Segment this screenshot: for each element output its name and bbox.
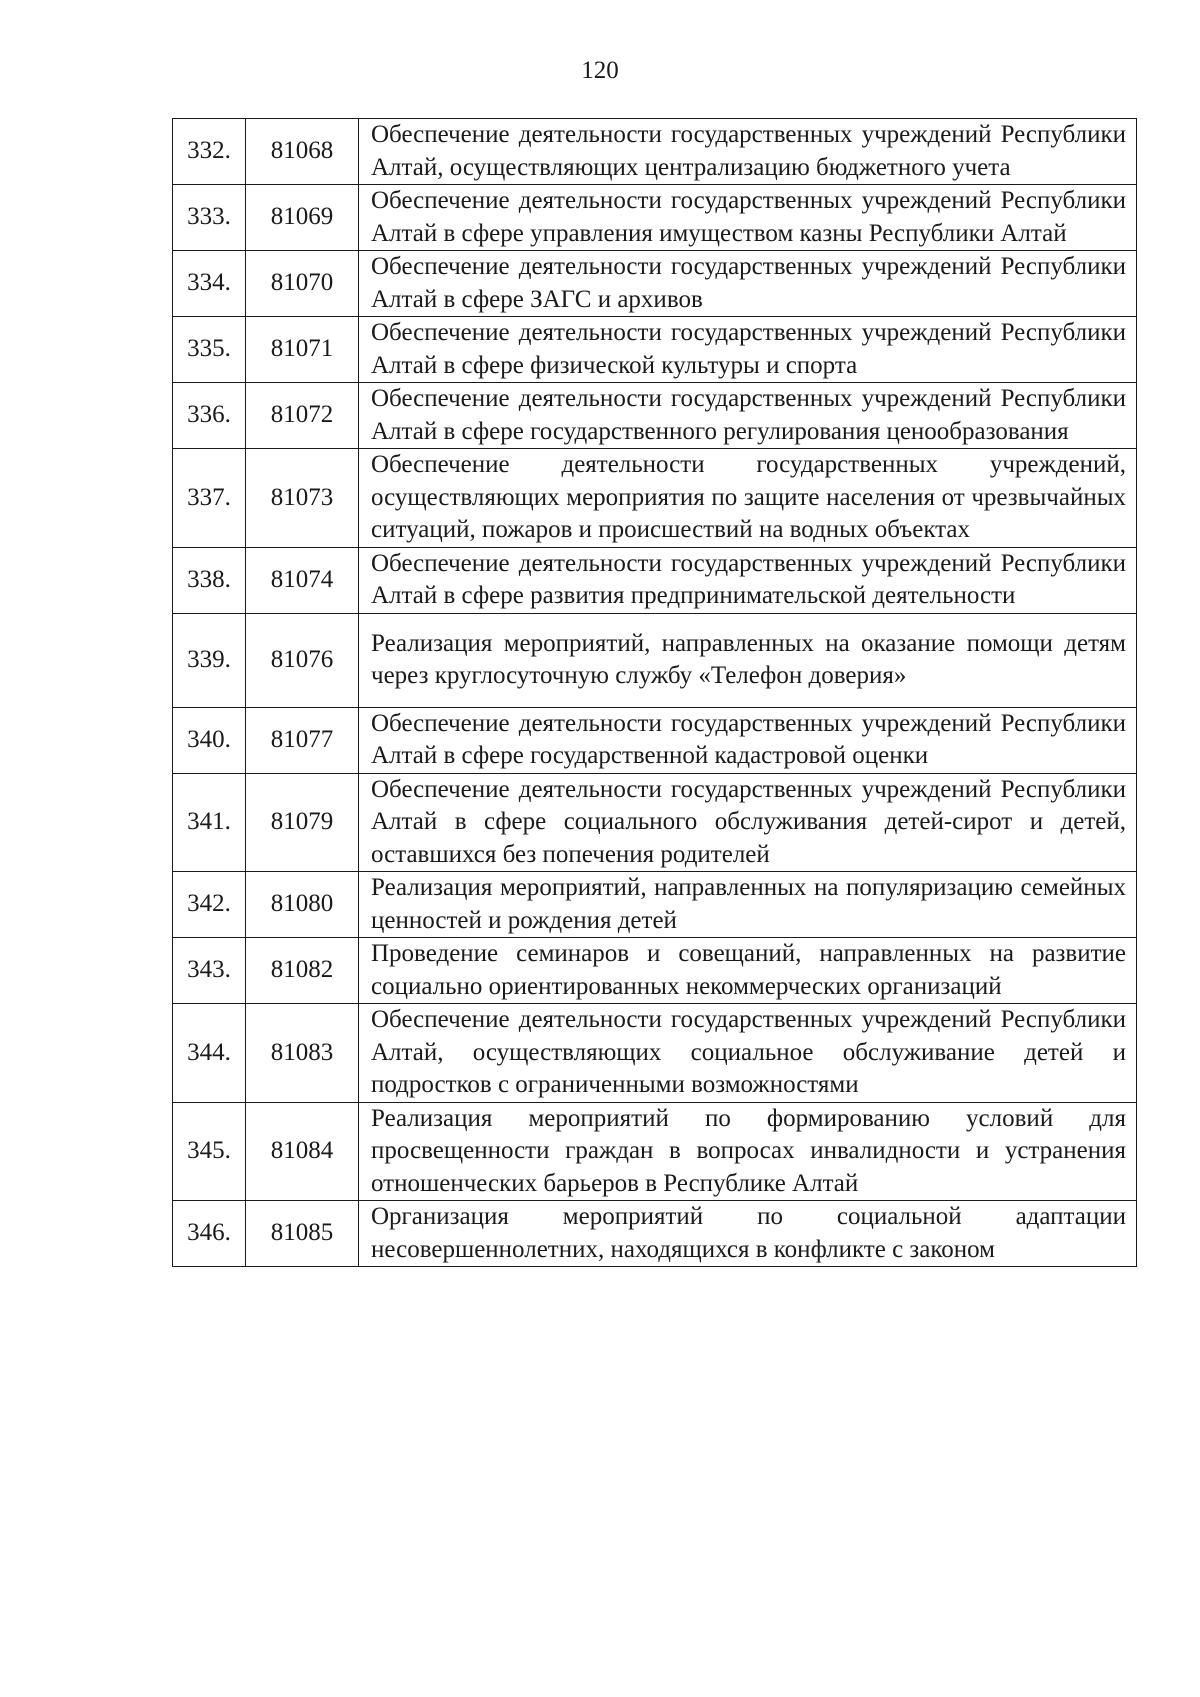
- row-code: 81082: [246, 938, 359, 1004]
- row-number: 336.: [173, 383, 246, 449]
- table-row: [173, 317, 1137, 383]
- table-row: [173, 1004, 1137, 1103]
- table-row: [173, 1201, 1137, 1267]
- row-code: 81076: [246, 613, 359, 707]
- row-description: Реализация мероприятий по формированию условий для просвещенности граждан в вопросах инвалидности и устранения отношенческих барьеров в Республике Алтай: [359, 1102, 1137, 1201]
- row-code: 81071: [246, 317, 359, 383]
- table-row: [173, 547, 1137, 613]
- table-row: [173, 613, 1137, 707]
- row-number: 343.: [173, 938, 246, 1004]
- row-number: 338.: [173, 547, 246, 613]
- row-description: Обеспечение деятельности государственных учреждений, осуществляющих мероприятия по защите населения от чрезвычайных ситуаций, пожаров и происшествий на водных объектах: [359, 449, 1137, 548]
- expenditure-codes-table: [172, 118, 1137, 1267]
- table-row: [173, 251, 1137, 317]
- row-code: 81072: [246, 383, 359, 449]
- row-code: 81079: [246, 773, 359, 872]
- row-number: 345.: [173, 1102, 246, 1201]
- row-code: 81073: [246, 449, 359, 548]
- row-description: Обеспечение деятельности государственных учреждений Республики Алтай в сфере ЗАГС и архивов: [359, 251, 1137, 317]
- row-description: Реализация мероприятий, направленных на популяризацию семейных ценностей и рождения детей: [359, 872, 1137, 938]
- table-row: [173, 383, 1137, 449]
- row-description: Проведение семинаров и совещаний, направленных на развитие социально ориентированных некоммерческих организаций: [359, 938, 1137, 1004]
- table-row: [173, 707, 1137, 773]
- row-number: 337.: [173, 449, 246, 548]
- row-description: Обеспечение деятельности государственных учреждений Республики Алтай, осуществляющих социальное обслуживание детей и подростков с ограниченными возможностями: [359, 1004, 1137, 1103]
- row-description: Обеспечение деятельности государственных учреждений Республики Алтай, осуществляющих централизацию бюджетного учета: [359, 119, 1137, 185]
- row-number: 339.: [173, 613, 246, 707]
- row-description: Обеспечение деятельности государственных учреждений Республики Алтай в сфере государственной кадастровой оценки: [359, 707, 1137, 773]
- row-description: Обеспечение деятельности государственных учреждений Республики Алтай в сфере физической культуры и спорта: [359, 317, 1137, 383]
- page-number: 120: [581, 57, 619, 84]
- row-description: Обеспечение деятельности государственных учреждений Республики Алтай в сфере управления имуществом казны Республики Алтай: [359, 185, 1137, 251]
- row-number: 334.: [173, 251, 246, 317]
- table-row: [173, 773, 1137, 872]
- table-row: [173, 185, 1137, 251]
- row-description: Реализация мероприятий, направленных на оказание помощи детям через круглосуточную службу «Телефон доверия»: [359, 613, 1137, 707]
- row-number: 344.: [173, 1004, 246, 1103]
- row-description: Обеспечение деятельности государственных учреждений Республики Алтай в сфере государственного регулирования ценообразования: [359, 383, 1137, 449]
- row-code: 81070: [246, 251, 359, 317]
- table-row: [173, 872, 1137, 938]
- row-number: 332.: [173, 119, 246, 185]
- row-code: 81077: [246, 707, 359, 773]
- row-code: 81068: [246, 119, 359, 185]
- row-number: 340.: [173, 707, 246, 773]
- table-row: [173, 449, 1137, 548]
- row-code: 81083: [246, 1004, 359, 1103]
- table-row: [173, 938, 1137, 1004]
- row-number: 341.: [173, 773, 246, 872]
- row-description: Обеспечение деятельности государственных учреждений Республики Алтай в сфере развития предпринимательской деятельности: [359, 547, 1137, 613]
- row-number: 335.: [173, 317, 246, 383]
- table-row: [173, 1102, 1137, 1201]
- row-code: 81084: [246, 1102, 359, 1201]
- row-code: 81074: [246, 547, 359, 613]
- row-number: 333.: [173, 185, 246, 251]
- row-description: Организация мероприятий по социальной адаптации несовершеннолетних, находящихся в конфликте с законом: [359, 1201, 1137, 1267]
- row-description: Обеспечение деятельности государственных учреждений Республики Алтай в сфере социального обслуживания детей-сирот и детей, оставшихся без попечения родителей: [359, 773, 1137, 872]
- row-code: 81085: [246, 1201, 359, 1267]
- row-code: 81080: [246, 872, 359, 938]
- row-number: 342.: [173, 872, 246, 938]
- row-code: 81069: [246, 185, 359, 251]
- table-row: [173, 119, 1137, 185]
- row-number: 346.: [173, 1201, 246, 1267]
